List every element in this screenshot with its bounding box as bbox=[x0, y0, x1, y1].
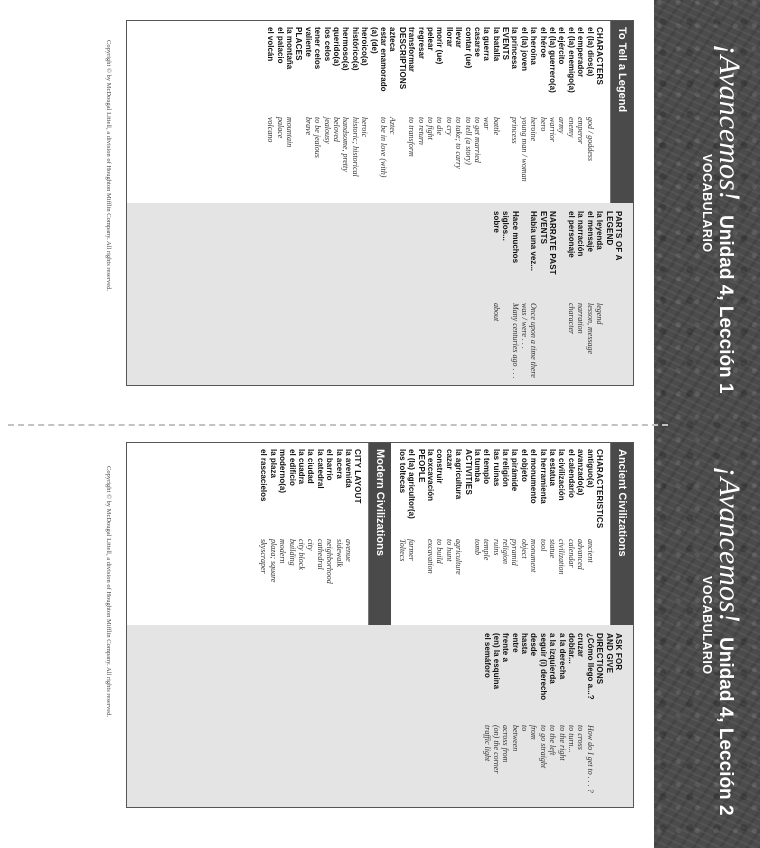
english-gloss: about bbox=[491, 303, 501, 322]
spanish-term: Había una vez... bbox=[529, 211, 539, 272]
vocab-entry bbox=[510, 443, 519, 625]
spanish-term: seguir (i) derecho bbox=[538, 633, 548, 701]
vocab-category-heading bbox=[463, 443, 472, 625]
lesson2-card bbox=[126, 442, 634, 808]
spanish-term: desde bbox=[529, 633, 539, 657]
english-gloss: palace bbox=[275, 117, 285, 139]
vocab-entry bbox=[444, 21, 453, 203]
spanish-term: doblar... bbox=[567, 633, 577, 664]
vocab-entry bbox=[585, 203, 594, 385]
vocab-entry bbox=[369, 21, 378, 203]
spanish-term: el héroe bbox=[538, 27, 548, 58]
vocab-entry bbox=[269, 443, 278, 625]
vocab-entry bbox=[287, 443, 296, 625]
vocab-entry bbox=[325, 443, 334, 625]
lesson1-card bbox=[126, 20, 634, 386]
lesson2-logo: ¡Avancemos! bbox=[713, 466, 746, 623]
english-gloss: historic; historical bbox=[350, 117, 360, 177]
vocab-category-heading bbox=[397, 21, 406, 203]
english-gloss: to take; to carry bbox=[454, 117, 464, 169]
vocab-category-heading bbox=[614, 625, 623, 807]
spanish-term: la catedral bbox=[315, 449, 325, 489]
vocab-entry bbox=[557, 625, 566, 807]
spanish-term: la civilización bbox=[557, 449, 567, 501]
vocab-entry bbox=[397, 443, 406, 625]
lesson2-left-list-modern bbox=[259, 443, 368, 625]
english-gloss: (on) the corner bbox=[491, 725, 501, 774]
spanish-term: el semáforo bbox=[482, 633, 492, 678]
vocab-entry bbox=[576, 443, 585, 625]
vocab-entry bbox=[285, 21, 294, 203]
vocab-entry bbox=[519, 443, 528, 625]
vocab-entry bbox=[567, 203, 576, 385]
vocab-category-heading bbox=[604, 203, 613, 385]
english-gloss: to turn... bbox=[567, 725, 577, 753]
spanish-term: querido(a) bbox=[332, 27, 342, 67]
english-gloss: legend bbox=[595, 303, 605, 325]
spanish-term: antiguo(a) bbox=[585, 449, 595, 488]
spanish-term: la guerra bbox=[482, 27, 492, 61]
english-gloss: cathedral bbox=[315, 539, 325, 570]
spanish-term: el monumento bbox=[529, 449, 539, 504]
vocab-entry bbox=[454, 443, 463, 625]
spanish-term: la heroína bbox=[529, 27, 539, 65]
vocab-entry bbox=[332, 21, 341, 203]
spanish-term: ¿Cómo llego a...? bbox=[585, 633, 595, 700]
spanish-term: pelear bbox=[425, 27, 435, 51]
vocab-entry bbox=[473, 443, 482, 625]
spanish-term: la excavación bbox=[425, 449, 435, 502]
spanish-term: el mensaje bbox=[585, 211, 595, 252]
lesson1-logo: ¡Avancemos! bbox=[713, 44, 746, 201]
vocab-entry bbox=[576, 21, 585, 203]
spanish-term: entre bbox=[510, 633, 520, 653]
english-gloss: enemy bbox=[566, 117, 576, 138]
english-gloss: tool bbox=[538, 539, 548, 552]
vocab-entry bbox=[275, 21, 284, 203]
lesson1-right-column bbox=[127, 203, 633, 385]
vocab-entry bbox=[510, 625, 519, 807]
english-gloss: from bbox=[529, 725, 539, 740]
vocab-entry bbox=[492, 625, 501, 807]
spanish-term: el (la) enemigo(a) bbox=[566, 27, 576, 93]
vocab-entry bbox=[344, 443, 353, 625]
english-gloss: Once upon a time there bbox=[529, 303, 539, 378]
spanish-term: la pirámide bbox=[510, 449, 520, 492]
lesson2-left-list bbox=[397, 443, 610, 625]
vocab-entry bbox=[322, 21, 331, 203]
english-gloss: plaza; square bbox=[268, 539, 278, 583]
vocab-entry bbox=[482, 625, 491, 807]
spanish-term: el volcán bbox=[266, 27, 276, 62]
spanish-term: PEOPLE bbox=[416, 449, 426, 483]
english-gloss: to go straight bbox=[538, 725, 548, 769]
vocab-entry bbox=[557, 443, 566, 625]
spanish-term: llorar bbox=[444, 27, 454, 48]
vocab-category-heading bbox=[294, 21, 303, 203]
english-gloss: skyscraper bbox=[259, 539, 269, 574]
spanish-term: azteca bbox=[388, 27, 398, 52]
vocab-entry bbox=[379, 21, 388, 203]
vocab-entry bbox=[463, 21, 472, 203]
vocab-entry bbox=[529, 443, 538, 625]
vocab-entry bbox=[482, 443, 491, 625]
spanish-term: la tumba bbox=[472, 449, 482, 482]
english-gloss: to the left bbox=[548, 725, 558, 756]
vocab-category-heading bbox=[416, 443, 425, 625]
spanish-term: (en) la esquina bbox=[491, 633, 501, 690]
vocab-entry bbox=[557, 203, 566, 385]
spanish-term: la narración bbox=[576, 211, 586, 257]
lesson2-right-column bbox=[127, 625, 633, 807]
english-gloss: handsome, pretty bbox=[341, 117, 351, 172]
spanish-term: la estatua bbox=[548, 449, 558, 486]
lesson1-unit-title: Unidad 4, Lección 1 bbox=[715, 215, 736, 394]
spanish-term: moderno(a) bbox=[278, 449, 288, 493]
spanish-term: EVENTS bbox=[538, 211, 548, 245]
vocab-entry bbox=[585, 21, 594, 203]
english-gloss: was / were . . . bbox=[520, 303, 530, 349]
english-gloss: to get married bbox=[472, 117, 482, 163]
english-gloss: young man / woman bbox=[519, 117, 529, 182]
spanish-term: el barrio bbox=[325, 449, 335, 481]
spanish-term: ASK FOR bbox=[614, 633, 623, 671]
vocab-entry bbox=[426, 21, 435, 203]
vocab-category-heading bbox=[595, 443, 604, 625]
dashed-cut-line bbox=[8, 424, 668, 426]
spanish-term: el (la) guerrero(a) bbox=[548, 27, 558, 93]
english-gloss: farmer bbox=[407, 539, 417, 561]
english-gloss: to die bbox=[435, 117, 445, 135]
vocab-entry bbox=[491, 21, 500, 203]
spanish-term: la leyenda bbox=[595, 211, 605, 250]
vocab-entry bbox=[492, 203, 501, 385]
english-gloss: mountain bbox=[285, 117, 295, 148]
english-gloss: ruins bbox=[491, 539, 501, 556]
spanish-term: morir (ue) bbox=[435, 27, 445, 65]
vocab-entry bbox=[501, 443, 510, 625]
lesson1-section-title: To Tell a Legend bbox=[610, 21, 633, 203]
english-gloss: between bbox=[510, 725, 520, 752]
spanish-term: ACTIVITIES bbox=[463, 449, 473, 496]
vocab-entry bbox=[585, 443, 594, 625]
vocab-entry bbox=[313, 21, 322, 203]
lesson1-left-list bbox=[266, 21, 610, 203]
spanish-term: el (la) agricultor(a) bbox=[407, 449, 417, 519]
vocab-category-heading bbox=[538, 203, 547, 385]
english-gloss: city block bbox=[297, 539, 307, 570]
spanish-term: estar enamorado bbox=[379, 27, 389, 92]
english-gloss: heroine bbox=[529, 117, 539, 142]
spanish-term: cazar bbox=[444, 449, 454, 470]
vocab-entry bbox=[482, 21, 491, 203]
english-gloss: to build bbox=[435, 539, 445, 564]
english-gloss: sidewalk bbox=[334, 539, 344, 567]
vocab-entry bbox=[388, 21, 397, 203]
english-gloss: beloved bbox=[332, 117, 342, 142]
vocab-entry bbox=[529, 625, 538, 807]
english-gloss: city bbox=[306, 539, 316, 551]
spanish-term: (a) (de) bbox=[369, 27, 379, 54]
english-gloss: religion bbox=[501, 539, 511, 565]
vocab-entry bbox=[297, 443, 306, 625]
english-gloss: brave bbox=[303, 117, 313, 136]
english-gloss: traffic light bbox=[482, 725, 492, 762]
vocab-entry bbox=[566, 21, 575, 203]
vocab-category-heading bbox=[548, 203, 557, 385]
spanish-term: siglos... bbox=[501, 211, 511, 241]
english-gloss: temple bbox=[482, 539, 492, 561]
english-gloss: battle bbox=[491, 117, 501, 136]
english-gloss: How do I get to . . . ? bbox=[585, 725, 595, 793]
spanish-term: el emperador bbox=[576, 27, 586, 78]
lesson2-right-list bbox=[482, 625, 633, 807]
english-gloss: emperor bbox=[576, 117, 586, 144]
english-gloss: advanced bbox=[576, 539, 586, 570]
spanish-term: CHARACTERS bbox=[595, 27, 604, 85]
english-gloss: across from bbox=[501, 725, 511, 763]
vocab-entry bbox=[566, 443, 575, 625]
spanish-term: la batalla bbox=[491, 27, 501, 62]
english-gloss: object bbox=[519, 539, 529, 559]
vocab-entry bbox=[501, 203, 510, 385]
vocab-entry bbox=[529, 203, 538, 385]
spanish-term: cruzar bbox=[576, 633, 586, 658]
spanish-term: la ciudad bbox=[306, 449, 316, 484]
vocab-entry bbox=[595, 203, 604, 385]
english-gloss: Toltecs bbox=[397, 539, 407, 562]
vocab-entry bbox=[341, 21, 350, 203]
english-gloss: civilization bbox=[557, 539, 567, 575]
spanish-term: heroico(a) bbox=[360, 27, 370, 66]
vocab-entry bbox=[501, 625, 510, 807]
vocab-category-heading bbox=[614, 203, 623, 385]
spanish-term: casarse bbox=[472, 27, 482, 57]
spanish-term: el ejército bbox=[557, 27, 567, 65]
english-gloss: modern bbox=[278, 539, 288, 564]
spanish-term: el rascacielos bbox=[259, 449, 269, 502]
spanish-term: las ruinas bbox=[491, 449, 501, 487]
spanish-term: la avenida bbox=[344, 449, 354, 488]
spanish-term: DIRECTIONS bbox=[595, 633, 605, 685]
vocab-entry bbox=[426, 443, 435, 625]
lesson2-copyright: Copyright © by McDougal Littell, a division of Houghton Mifflin Company. All rights reserved. bbox=[105, 466, 112, 718]
vocab-entry bbox=[510, 21, 519, 203]
vocab-category-heading bbox=[595, 21, 604, 203]
spanish-term: histórico(a) bbox=[350, 27, 360, 71]
lesson1-right-list bbox=[492, 203, 633, 385]
spanish-term: LEGEND bbox=[604, 211, 614, 246]
spanish-term: el calendario bbox=[566, 449, 576, 498]
vocab-entry bbox=[567, 625, 576, 807]
english-gloss: building bbox=[287, 539, 297, 566]
lesson1-vocab-label: VOCABULARIO bbox=[700, 154, 714, 253]
spanish-term: el edificio bbox=[287, 449, 297, 486]
english-gloss: calendar bbox=[566, 539, 576, 568]
spanish-term: el personaje bbox=[567, 211, 577, 258]
vocab-entry bbox=[576, 625, 585, 807]
vocab-entry bbox=[416, 21, 425, 203]
spanish-term: transformar bbox=[407, 27, 417, 72]
vocab-entry bbox=[350, 21, 359, 203]
spanish-term: el palacio bbox=[275, 27, 285, 64]
english-gloss: agriculture bbox=[454, 539, 464, 575]
english-gloss: to transform bbox=[407, 117, 417, 157]
spanish-term: el (la) dios(a) bbox=[585, 27, 595, 77]
spanish-term: avanzado(a) bbox=[576, 449, 586, 496]
vocab-entry bbox=[538, 625, 547, 807]
spanish-term: PARTS OF A bbox=[614, 211, 623, 261]
spanish-term: hermoso(a) bbox=[341, 27, 351, 71]
spanish-term: NARRATE PAST bbox=[548, 211, 558, 275]
english-gloss: to hunt bbox=[444, 539, 454, 562]
english-gloss: heroic bbox=[360, 117, 370, 138]
lesson2-brand bbox=[700, 466, 746, 816]
english-gloss: to fight bbox=[425, 117, 435, 140]
english-gloss: to cross bbox=[576, 725, 586, 750]
spanish-term: los celos bbox=[322, 27, 332, 62]
vocab-entry bbox=[548, 625, 557, 807]
spanish-term: CITY LAYOUT bbox=[353, 449, 363, 504]
spanish-term: los toltecas bbox=[397, 449, 407, 494]
spanish-term: contar (ue) bbox=[463, 27, 473, 69]
spanish-term: Hace muchos bbox=[510, 211, 520, 264]
vocab-entry bbox=[548, 21, 557, 203]
spanish-term: la religión bbox=[501, 449, 511, 487]
english-gloss: neighborhood bbox=[325, 539, 335, 584]
vocab-entry bbox=[454, 21, 463, 203]
vocab-entry bbox=[306, 443, 315, 625]
vocab-entry bbox=[519, 21, 528, 203]
spanish-term: a la izquierda bbox=[548, 633, 558, 684]
english-gloss: Many centuries ago . . . bbox=[510, 303, 520, 379]
spanish-term: AND GIVE bbox=[604, 633, 614, 674]
spanish-term: la herramienta bbox=[538, 449, 548, 504]
lesson2-unit-title: Unidad 4, Lección 2 bbox=[715, 637, 736, 816]
lesson2-section-title-modern: Modern Civilizations bbox=[368, 443, 391, 625]
spanish-term: la acera bbox=[334, 449, 344, 479]
english-gloss: narration bbox=[576, 303, 586, 334]
english-gloss: statue bbox=[548, 539, 558, 559]
vocab-entry bbox=[315, 443, 324, 625]
spanish-term: el templo bbox=[482, 449, 492, 485]
spanish-term: regresar bbox=[416, 27, 426, 60]
english-gloss: to tell (a story) bbox=[463, 117, 473, 165]
vocab-entry bbox=[529, 21, 538, 203]
spanish-term: frente a bbox=[501, 633, 511, 662]
lesson2-section-title-ancient: Ancient Civilizations bbox=[610, 443, 633, 625]
vocab-category-heading bbox=[595, 625, 604, 807]
english-gloss: army bbox=[557, 117, 567, 134]
spanish-term: CHARACTERISTICS bbox=[595, 449, 604, 529]
vocab-entry bbox=[520, 203, 529, 385]
vocab-entry bbox=[435, 443, 444, 625]
english-gloss: princess bbox=[510, 117, 520, 144]
english-gloss: to the right bbox=[557, 725, 567, 761]
vocab-entry bbox=[259, 443, 268, 625]
english-gloss: excavation bbox=[425, 539, 435, 574]
spanish-term: EVENTS bbox=[501, 27, 511, 61]
vocab-entry bbox=[491, 443, 500, 625]
spanish-term: la agricultura bbox=[454, 449, 464, 500]
spanish-term: valiente bbox=[303, 27, 313, 57]
spanish-term: DESCRIPTIONS bbox=[397, 27, 407, 90]
lesson1-copyright: Copyright © by McDougal Littell, a division of Houghton Mifflin Company. All rights reserved. bbox=[105, 40, 112, 292]
english-gloss: hero bbox=[538, 117, 548, 132]
english-gloss: to be in love (with) bbox=[379, 117, 389, 178]
english-gloss: to be jealous bbox=[313, 117, 323, 158]
spanish-term: la princesa bbox=[510, 27, 520, 69]
vocab-entry bbox=[473, 21, 482, 203]
vocab-entry bbox=[538, 443, 547, 625]
spanish-term: a la derecha bbox=[557, 633, 567, 680]
vocab-entry bbox=[435, 21, 444, 203]
spanish-term: PLACES bbox=[294, 27, 304, 61]
vocab-entry bbox=[407, 443, 416, 625]
spanish-term: la cuadra bbox=[297, 449, 307, 485]
spanish-term: el objeto bbox=[519, 449, 529, 482]
spanish-term: sobre bbox=[491, 211, 501, 233]
english-gloss: tomb bbox=[472, 539, 482, 555]
lesson2-left-column bbox=[127, 443, 633, 625]
english-gloss: ancient bbox=[585, 539, 595, 563]
english-gloss: to return bbox=[416, 117, 426, 145]
english-gloss: volcano bbox=[266, 117, 276, 143]
english-gloss: to cry bbox=[444, 117, 454, 136]
vocab-entry bbox=[444, 443, 453, 625]
spanish-term: hasta bbox=[520, 633, 530, 654]
vocab-entry bbox=[334, 443, 343, 625]
english-gloss: god / goddess bbox=[585, 117, 595, 161]
vocab-entry bbox=[510, 203, 519, 385]
english-gloss: Aztec bbox=[388, 117, 398, 135]
vocab-entry bbox=[576, 203, 585, 385]
spanish-term: llevar bbox=[454, 27, 464, 48]
vocab-entry bbox=[520, 625, 529, 807]
english-gloss: warrior bbox=[548, 117, 558, 142]
vocab-entry bbox=[548, 443, 557, 625]
lesson1-brand bbox=[700, 44, 746, 394]
english-gloss: avenue bbox=[344, 539, 354, 562]
vocab-entry bbox=[557, 21, 566, 203]
spanish-term: la montaña bbox=[285, 27, 295, 70]
vocab-category-heading bbox=[353, 443, 362, 625]
spanish-term: la plaza bbox=[268, 449, 278, 478]
vocab-category-heading bbox=[501, 21, 510, 203]
english-gloss: character bbox=[567, 303, 577, 335]
vocab-entry bbox=[538, 21, 547, 203]
vocab-entry bbox=[278, 443, 287, 625]
english-gloss: lesson, message bbox=[585, 303, 595, 355]
vocab-entry bbox=[266, 21, 275, 203]
spanish-term: tener celos bbox=[313, 27, 323, 70]
english-gloss: war bbox=[482, 117, 492, 130]
vocab-category-heading bbox=[604, 625, 613, 807]
lesson1-left-column bbox=[127, 21, 633, 203]
spanish-term: el (la) joven bbox=[519, 27, 529, 72]
vocab-entry bbox=[585, 625, 594, 807]
lesson2-vocab-label: VOCABULARIO bbox=[700, 576, 714, 675]
english-gloss: jealousy bbox=[322, 117, 332, 144]
spanish-term: construir bbox=[435, 449, 445, 484]
vocab-entry bbox=[407, 21, 416, 203]
vocab-entry bbox=[360, 21, 369, 203]
vocab-entry bbox=[304, 21, 313, 203]
english-gloss: monument bbox=[529, 539, 539, 573]
english-gloss: pyramid bbox=[510, 539, 520, 566]
english-gloss: to bbox=[520, 725, 530, 732]
